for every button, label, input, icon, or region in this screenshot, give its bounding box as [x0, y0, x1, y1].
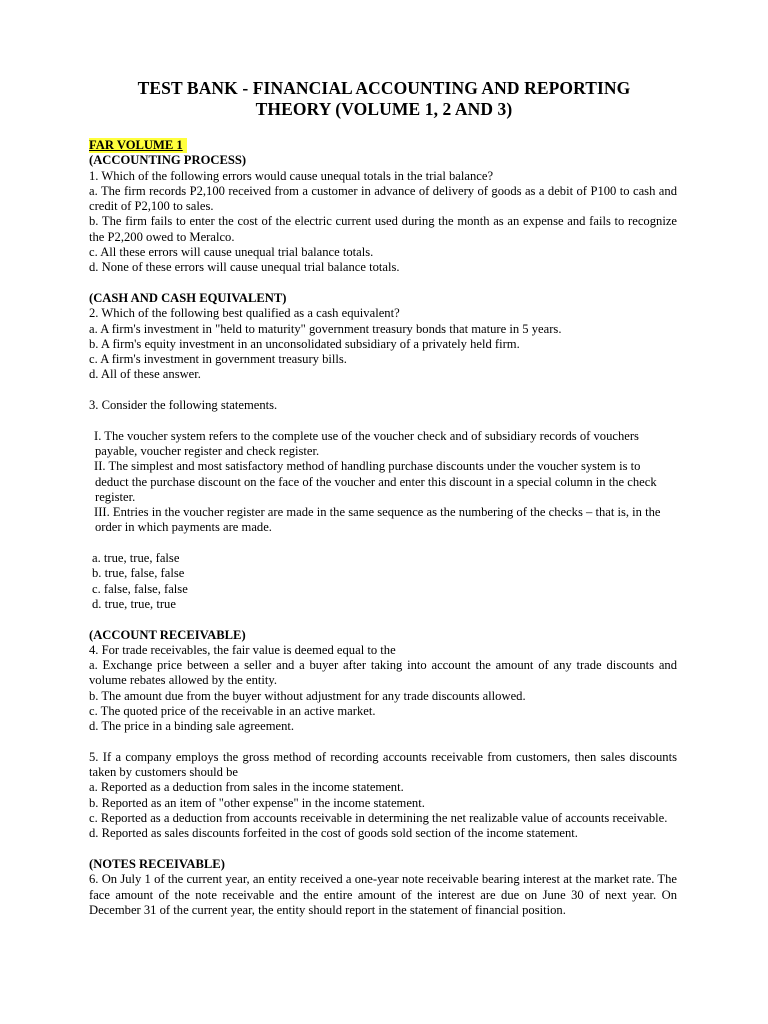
question-4-choice-a: a. Exchange price between a seller and a buyer after taking into account the amount of any trade discounts and volume rebates allowed by the entity. [89, 658, 677, 688]
question-1-choice-a: a. The firm records P2,100 received from a customer in advance of delivery of goods as a debit of P100 to cash and credit of P2,100 to sales. [89, 183, 677, 214]
document-title [60, 78, 708, 120]
question-2: 2. Which of the following best qualified as a cash equivalent? [89, 306, 400, 321]
document-body [89, 138, 677, 918]
question-2-choice-c: c. A firm's investment in government treasury bills. [89, 352, 347, 367]
title-line-1: TEST BANK - FINANCIAL ACCOUNTING AND REPORTING [137, 78, 631, 98]
question-3-statement-2: II. The simplest and most satisfactory method of handling purchase discounts under the voucher system is to deduct the purchase discount on the face of the voucher and enter this discount in a special column in the check register. [94, 459, 657, 504]
section-heading-account-receivable: (ACCOUNT RECEIVABLE) [89, 627, 246, 642]
question-5-choice-b: b. Reported as an item of "other expense" in the income statement. [89, 795, 425, 810]
section-heading-notes-receivable: (NOTES RECEIVABLE) [89, 856, 225, 871]
question-3-choice-b: b. true, false, false [92, 566, 185, 581]
question-3: 3. Consider the following statements. [89, 398, 278, 413]
question-1-choice-c: c. All these errors will cause unequal trial balance totals. [89, 245, 374, 260]
question-5-choice-d: d. Reported as sales discounts forfeited in the cost of goods sold section of the income statement. [89, 826, 578, 841]
question-3-statement-1: I. The voucher system refers to the complete use of the voucher check and of subsidiary records of vouchers payable, voucher register and check register. [94, 428, 639, 458]
question-5: 5. If a company employs the gross method of recording accounts receivable from customers, then sales discounts taken by customers should be [89, 749, 677, 780]
question-1-choice-d: d. None of these errors will cause unequal trial balance totals. [89, 260, 400, 275]
question-4: 4. For trade receivables, the fair value is deemed equal to the [89, 642, 396, 657]
question-3-statement-3: III. Entries in the voucher register are made in the same sequence as the numbering of the checks – that is, in the order in which payments are made. [94, 505, 661, 535]
question-2-choice-b: b. A firm's equity investment in an unconsolidated subsidiary of a privately held firm. [89, 336, 520, 351]
question-4-choice-d: d. The price in a binding sale agreement. [89, 719, 295, 734]
question-2-choice-a: a. A firm's investment in "held to maturity" government treasury bonds that mature in 5 years. [89, 321, 562, 336]
question-1: 1. Which of the following errors would cause unequal totals in the trial balance? [89, 168, 494, 183]
section-heading-cash: (CASH AND CASH EQUIVALENT) [89, 290, 287, 305]
question-2-choice-d: d. All of these answer. [89, 367, 201, 382]
question-1-choice-b: b. The firm fails to enter the cost of the electric current used during the month as an expense and fails to recognize the P2,200 owed to Meralco. [89, 214, 677, 244]
question-4-choice-b: b. The amount due from the buyer without adjustment for any trade discounts allowed. [89, 688, 526, 703]
section-heading-accounting-process: (ACCOUNTING PROCESS) [89, 153, 247, 168]
question-6: 6. On July 1 of the current year, an entity received a one-year note receivable bearing interest at the market rate. The face amount of the note receivable and the entire amount of the interest are due on June 30 of next year. On December 31 of the current year, the entity should report in the statement of financial position. [89, 872, 677, 917]
title-line-2: THEORY (VOLUME 1, 2 AND 3) [255, 99, 513, 119]
volume-label: FAR VOLUME 1 [89, 138, 187, 153]
question-3-choice-d: d. true, true, true [92, 596, 176, 611]
question-3-choice-c: c. false, false, false [92, 581, 188, 596]
question-5-choice-c: c. Reported as a deduction from accounts receivable in determining the net realizable value of accounts receivable. [89, 811, 668, 826]
question-4-choice-c: c. The quoted price of the receivable in an active market. [89, 703, 376, 718]
question-3-choice-a: a. true, true, false [92, 551, 180, 566]
question-5-choice-a: a. Reported as a deduction from sales in the income statement. [89, 780, 404, 795]
